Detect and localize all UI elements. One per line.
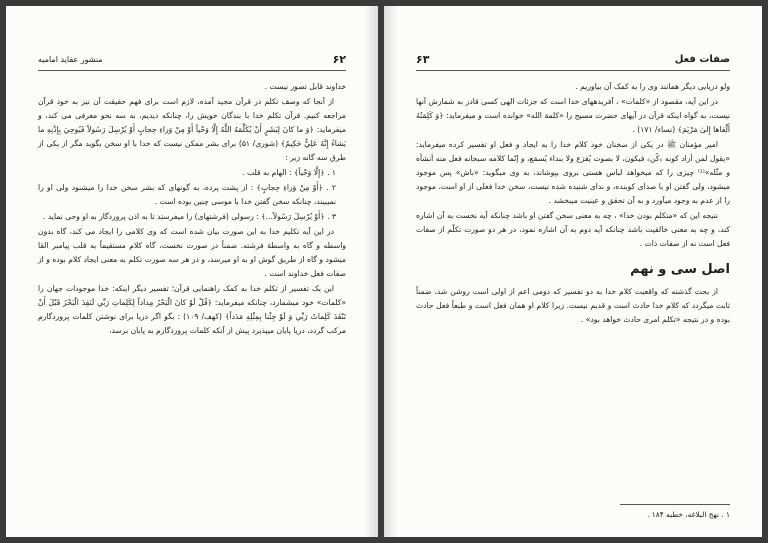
paragraph: از بحث گذشته که واقعیت کلام خدا به دو تفسیر که دومی اعم از اولی است روشن شد، ضمناً ثابت میگردد که کلام خدا حادث است و قدیم نیست. زیرا کلام او همان فعل است و طبعاً فعل حادث بوده و در نتیجه «تکلم امری حادث خواهد بود» . [416,287,730,324]
footnote-divider [620,504,730,505]
paragraph: این یک تفسیر از تکلم خدا به کمک راهنمایی قرآن؛ تفسیر دیگر اینکه: خدا موجودات جهان را «کلمات» خود میشمارد، چنانکه میفرماید: ﴿قُلْ لَوْ كانَ الْبَحْرُ مِداداً لِكَلِماتِ رَبِّي لَنَفِدَ الْبَحْرُ قَبْلَ أَنْ تَنْفَدَ كَلِماتُ رَبِّي وَ لَوْ جِئْنا بِمِثْلِهِ مَدَداً﴾ (کهف/ ۱۰۹) : بگو اگر دریا برای نوشتن کلمات پروردگارم مرکب گردد، دریا پایان میپذیرد پیش از آنکه کلمات پروردگارم به پایان برسد، [38,284,346,335]
paragraph: ولو دریایی دیگر همانند وی را به کمک آن بیاوریم . [575,82,730,91]
section-heading: اصل سی و نهم [630,262,730,277]
page-number: ۶۲ [332,53,346,66]
running-head [416,50,730,71]
running-head [38,50,346,71]
page-body [38,80,346,517]
paragraph: نتیجه این که «متکلم بودن خدا» ، چه به معنی سخن گفتن او باشد چنانکه آیه نخست به آن اشاره کند، و چه به معنی خالقیت باشد چنانکه آیه دوم به آن اشاره نمود، در هر دو صورت تکلّم از صفات فعل است نه از صفات ذات . [416,211,730,248]
paragraph: امیر مؤمنان ﷺ در یکی از سخنان خود کلام خدا را به ایجاد و فعل او تفسیر کرده میفرماید: «یقول لمن أراد کونه ﴿کُن﴾ فیکون، لا بصوت یُقرَع ولا بنداء یُسمَع، و إنّما کلامه سبحانه فعل منه أنشأه و مثّله»⁽¹⁾ چیزی را که میخواهد لباس هستی بروی بپوشاند، به وی میگوید: «باش» پس موجود میشود، ولی گفتن او با صدای کوبنده، و ندای شنیده شده نیست، سخن خدا فعلی از او است، موجود را از عدم به وجود میآورد و به آن تحقق و عینیت میبخشد . [416,140,730,205]
list [38,166,346,224]
paragraph: از آنجا که وصف تکلم در قرآن مجید آمده، لازم است برای فهم حقیقت آن نیز به خود قرآن مراجعه کنیم. قرآن تکلم خدا با بندگان خویش را، چنانکه دیدیم، به سه نحو معرفی می کند، و میفرماید: ﴿وَ ما كانَ لِبَشَرٍ أَنْ يُكَلِّمَهُ اللَّهُ إِلَّا وَحْياً أَوْ مِنْ وَراءِ حِجابٍ أَوْ يُرْسِلَ رَسُولاً فَيُوحِيَ بِإِذْنِهِ ما يَشاءُ إِنَّهُ عَلِيٌّ حَكِيمٌ﴾ (شوری/ ۵۱) برای بشر ممکن نیست که خدا با او سخن بگوید مگر از یکی از طرق سه گانه زیر : [38,97,346,162]
list-item: ۲ . ﴿أَوْ مِنْ وَراءِ حِجابٍ﴾ : از پشت پرده، به گونهای که بشر سخن خدا را میشنود ولی او را نمیبیند، چنانکه سخن گفتن خدا با موسی چنین بوده است . [38,183,336,206]
running-title: صفات فعل [674,54,730,65]
running-title: منشور عقاید امامیه [38,55,103,64]
page-body [416,80,730,517]
paragraph: در این آیه تکلیم خدا به این صورت بیان شده است که وی کلامی را ایجاد می کند، گاه بدون واسطه و گاه به واسطهٔ فرشته. ضمناً در صورت نخست، گاه کلام مستقیماً به قلب پیامبر القا میشود و گاه از طریق گوش او به او میرسد، و در هر سه صورت تکلم به معنی ایجاد کلام بوده و از صفات فعل خداوند است . [38,227,346,278]
paragraph: خداوند قابل تصور نیست . [264,82,346,91]
footnote: ۱ . نهج البلاغه، خطبه ۱۸۴ . [647,510,730,519]
left-page [6,6,378,537]
paragraph: در این آیه، مقصود از «کلمات» ، آفریدههای خدا است که جزئات الهی کسی قادر به شمارش آنها نیست، به گواه اینکه قرآن در آیهای حضرت مسیح را «کلمة الله» خوانده است و میفرماید: ﴿وَ كَلِمَتُهُ أَلْقاها إِلىٰ مَرْيَمَ﴾ (نساء/ ۱۷۱) . [416,97,730,134]
list-item: ۱ . ﴿إِلَّا وَحْياً﴾ : الهام به قلب . [242,168,336,177]
page-number: ۶۳ [416,53,430,66]
gutter-shadow [364,6,378,537]
right-page [384,6,762,537]
list-item: ۳ . ﴿أَوْ يُرْسِلَ رَسُولاً...﴾ : رسولی (فرشتهای) را میفرستد تا به اذن پروردگار به او وحی نماید . [43,212,336,221]
gutter-shadow [384,6,398,537]
